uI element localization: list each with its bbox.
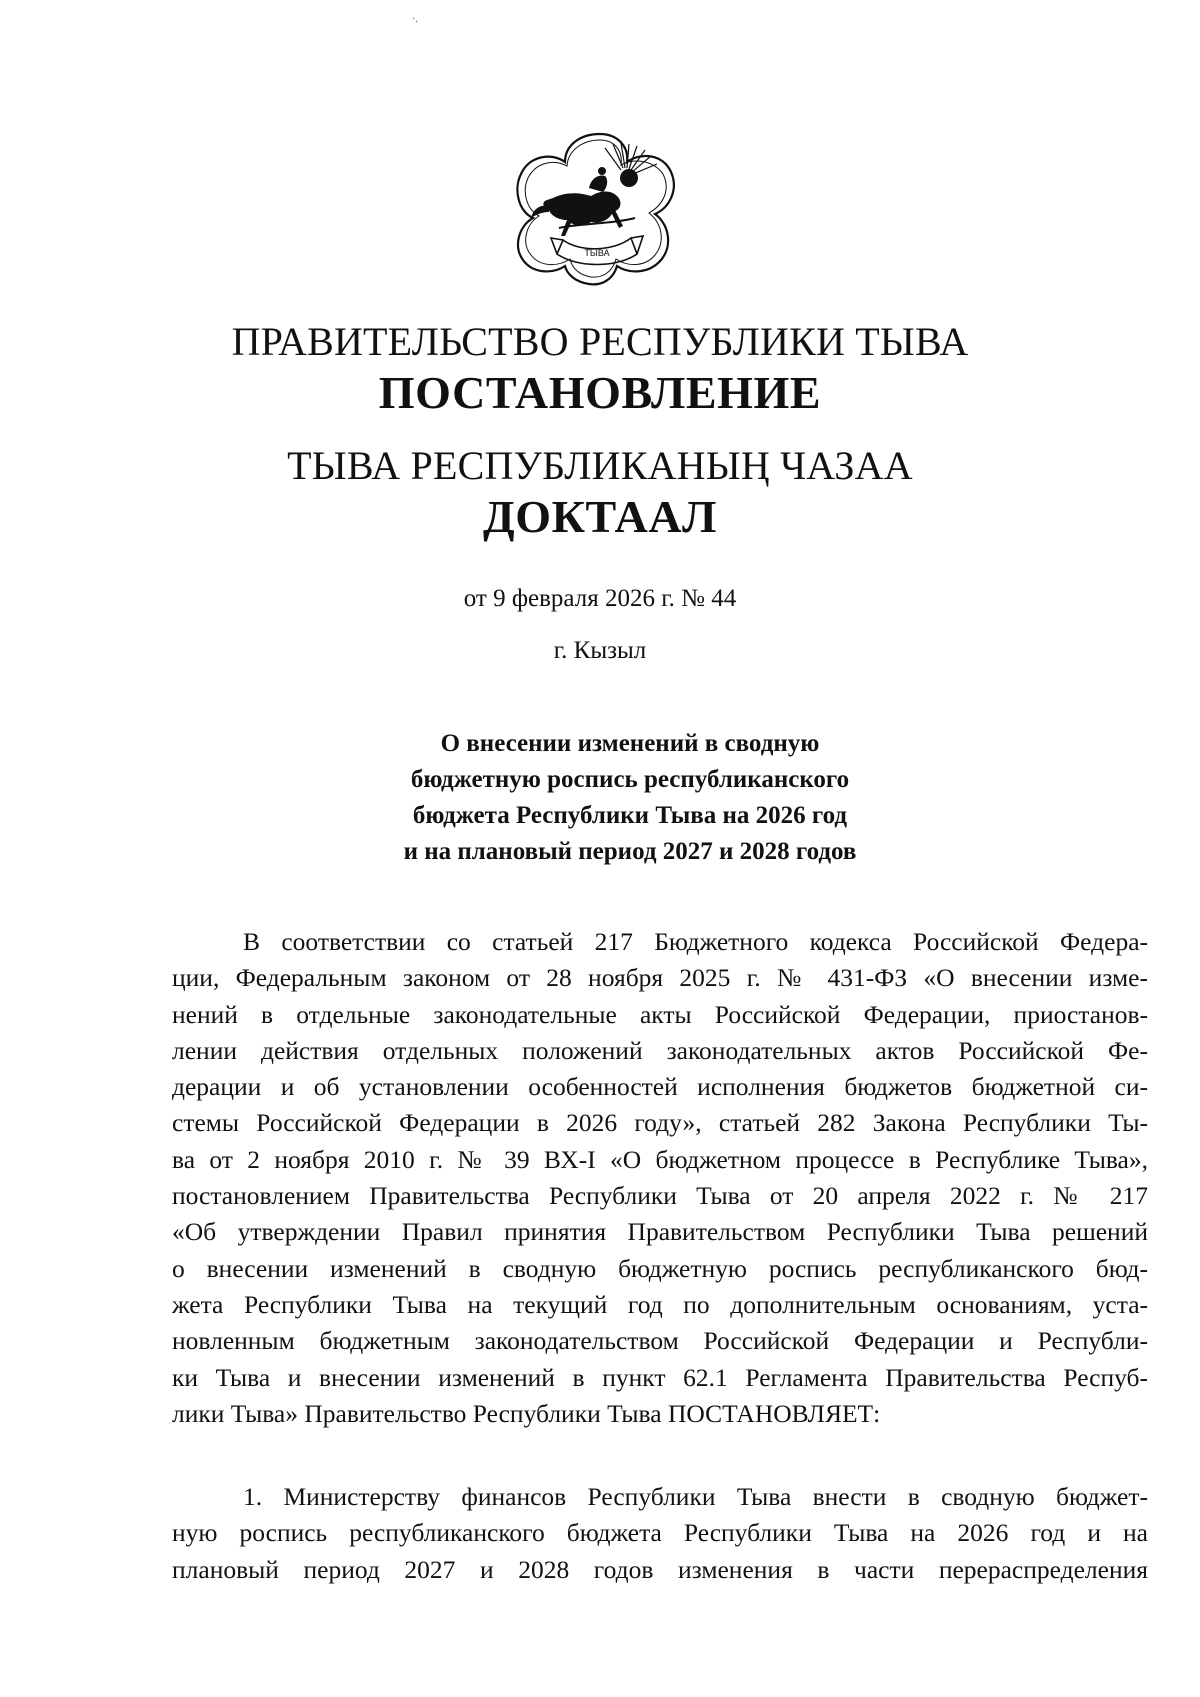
document-city: г. Кызыл <box>553 637 647 664</box>
text-line: ва от 2 ноября 2010 г. № 39 ВХ-I «О бюджетном процессе в Республике Тыва», <box>172 1144 1148 1174</box>
subject-line: О внесении изменений в сводную <box>440 730 820 757</box>
text-line: стемы Российской Федерации в 2026 году», статьей 282 Закона Республики Ты- <box>172 1108 1148 1138</box>
subject-line: и на плановый период 2027 и 2028 годов <box>403 838 857 865</box>
text-line: о внесении изменений в сводную бюджетную роспись республиканского бюд- <box>172 1253 1148 1283</box>
emblem-banner-text: ТЫВА <box>584 248 610 258</box>
text-line: ции, Федеральным законом от 28 ноября 2025 г. № 431-ФЗ «О внесении изме- <box>172 963 1148 993</box>
document-subject <box>330 726 930 870</box>
subject-line: бюджетную роспись республиканского <box>410 766 850 793</box>
text-line: В соответствии со статьей 217 Бюджетного кодекса Российской Федера- <box>243 927 1148 956</box>
text-line: постановлением Правительства Республики Тыва от 20 апреля 2022 г. № 217 <box>172 1181 1148 1211</box>
text-line: 1. Министерству финансов Республики Тыва внести в сводную бюджет- <box>243 1482 1148 1511</box>
subject-line: бюджета Республики Тыва на 2026 год <box>412 802 848 829</box>
text-line: лении действия отдельных положений законодательных актов Российской Фе- <box>172 1035 1148 1065</box>
scan-speck: ·. <box>412 14 418 25</box>
text-line: лики Тыва» Правительство Республики Тыва ПОСТАНОВЛЯЕТ: <box>172 1398 881 1428</box>
document-date-number: от 9 февраля 2026 г. № 44 <box>463 585 737 612</box>
text-line: ки Тыва и внесении изменений в пункт 62.1 Регламента Правительства Респуб- <box>172 1362 1148 1392</box>
text-line: нений в отдельные законодательные акты Российской Федерации, приостанов- <box>172 999 1148 1029</box>
text-line: новленным бюджетным законодательством Российской Федерации и Республи- <box>172 1326 1148 1356</box>
document-type-tyvan: ДОКТААЛ <box>482 491 718 542</box>
clause-1-paragraph <box>172 1479 1148 1588</box>
government-name-russian: ПРАВИТЕЛЬСТВО РЕСПУБЛИКИ ТЫВА <box>231 319 969 364</box>
text-line: ную роспись республиканского бюджета Республики Тыва на 2026 год и на <box>172 1518 1148 1548</box>
text-line: жета Республики Тыва на текущий год по дополнительным основаниям, уста- <box>172 1289 1148 1319</box>
government-name-tyvan: ТЫВА РЕСПУБЛИКАНЫҢ ЧАЗАА <box>287 443 913 488</box>
document-type-russian: ПОСТАНОВЛЕНИЕ <box>378 367 822 418</box>
preamble-paragraph <box>172 924 1148 1432</box>
text-line: дерации и об установлении особенностей исполнения бюджетов бюджетной си- <box>172 1072 1148 1102</box>
text-line: «Об утверждении Правил принятия Правительством Республики Тыва решений <box>172 1217 1148 1247</box>
coat-of-arms-emblem <box>513 128 687 288</box>
text-line: плановый период 2027 и 2028 годов изменения в части перераспределения <box>172 1554 1148 1584</box>
